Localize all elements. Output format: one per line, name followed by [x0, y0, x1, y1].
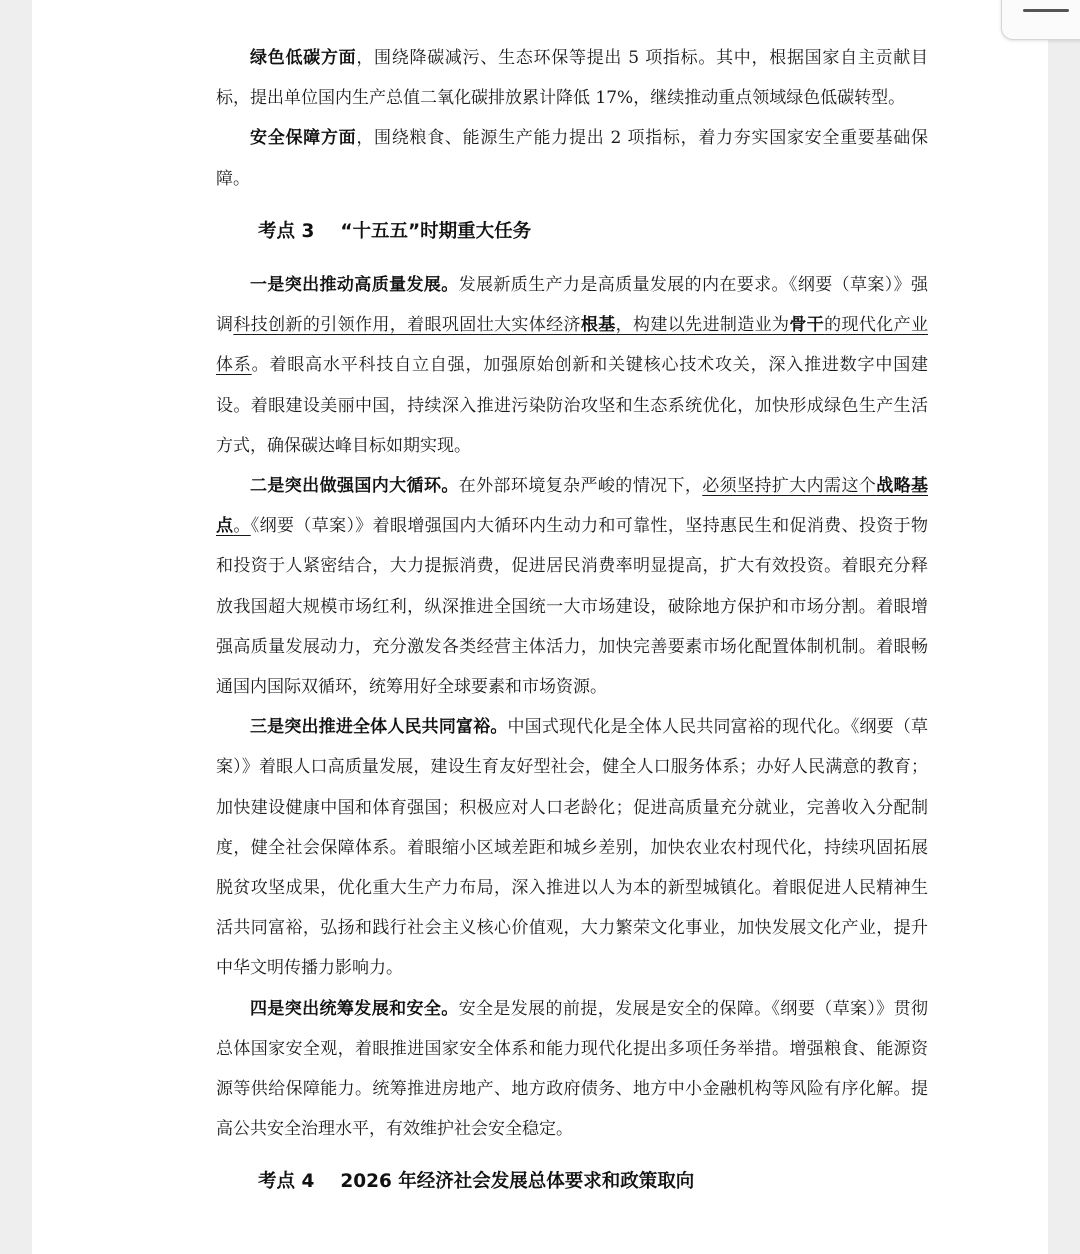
underlined-bold-text: 战略基点 — [216, 476, 929, 537]
section-heading-4 — [216, 1162, 928, 1202]
underlined-text: 。 — [233, 516, 251, 537]
underlined-bold-text: 骨干 — [789, 315, 825, 336]
menu-handle-icon — [1023, 9, 1069, 12]
paragraph-text: 中国式现代化是全体人民共同富裕的现代化。《纲要（草案）》着眼人口高质量发展，建设生育友好型社会，健全人口服务体系；办好人民满意的教育；加快建设健康中国和体育强国；积极应对人口老龄化；促进高质量充分就业，完善收入分配制度，健全社会保障体系。着眼缩小区域差距和城乡差别，加快农业农村现代化，持续巩固拓展脱贫攻坚成果，优化重大生产力布局，深入推进以人为本的新型城镇化。着眼促进人民精神生活共同富裕，弘扬和践行社会主义核心价值观，大力繁荣文化事业，加快发展文化产业，提升中华文明传播力影响力。 — [216, 717, 928, 979]
document-page — [32, 0, 1048, 1254]
paragraph-lead: 二是突出做强国内大循环。 — [250, 476, 459, 497]
underlined-text: 必须坚持扩大内需这个 — [702, 476, 877, 497]
paragraph-green-low-carbon — [216, 38, 928, 118]
document-body — [216, 38, 928, 1203]
paragraph-text: 发展新质生产力是高质量发展的内在要求。《纲要（草案）》强调 — [216, 275, 929, 336]
heading-title: 2026 年经济社会发展总体要求和政策取向 — [340, 1171, 695, 1193]
underlined-text: ，构建以先进制造业为 — [615, 315, 790, 336]
paragraph-lead: 绿色低碳方面 — [250, 48, 357, 68]
heading-label: 考点 3 — [258, 220, 315, 242]
underlined-bold-text: 根基 — [580, 315, 616, 336]
paragraph-task-1 — [216, 265, 928, 466]
paragraph-text: ，围绕粮食、能源生产能力提出 2 项指标，着力夯实国家安全重要基础保障。 — [216, 128, 929, 189]
heading-title: “十五五”时期重大任务 — [340, 220, 532, 242]
paragraph-task-4 — [216, 989, 928, 1150]
underlined-text: 的现代化产业体系 — [216, 315, 928, 376]
paragraph-security — [216, 118, 928, 198]
paragraph-text: 《纲要（草案）》着眼增强国内大循环内生动力和可靠性，坚持惠民生和促消费、投资于物和投资于人紧密结合，大力提振消费，促进居民消费率明显提高，扩大有效投资。着眼充分释放我国超大规模市场红利，纵深推进全国统一大市场建设，破除地方保护和市场分割。着眼增强高质量发展动力，充分激发各类经营主体活力，加快完善要素市场化配置体制机制。着眼畅通国内国际双循环，统筹用好全球要素和市场资源。 — [216, 516, 929, 698]
paragraph-text: 安全是发展的前提，发展是安全的保障。《纲要（草案）》贯彻总体国家安全观，着眼推进国家安全体系和能力现代化提出多项任务举措。增强粮食、能源资源等供给保障能力。统筹推进房地产、地方政府债务、地方中小金融机构等风险有序化解。提高公共安全治理水平，有效维护社会安全稳定。 — [216, 998, 929, 1140]
section-heading-3 — [216, 212, 928, 252]
paragraph-lead: 一是突出推动高质量发展。 — [250, 275, 459, 296]
paragraph-text: 。着眼高水平科技自立自强，加强原始创新和关键核心技术攻关，深入推进数字中国建设。着眼建设美丽中国，持续深入推进污染防治攻坚和生态系统优化，加快形成绿色生产生活方式，确保碳达峰目标如期实现。 — [216, 355, 929, 456]
underlined-text: 科技创新的引领作用，着眼巩固壮大实体经济 — [233, 315, 581, 336]
paragraph-lead: 三是突出推进全体人民共同富裕。 — [250, 717, 508, 738]
paragraph-task-3 — [216, 707, 928, 988]
paragraph-text: ，围绕降碳减污、生态环保等提出 5 项指标。其中，根据国家自主贡献目标，提出单位国内生产总值二氧化碳排放累计降低 17%，继续推动重点领域绿色低碳转型。 — [216, 48, 929, 109]
menu-button[interactable] — [1001, 0, 1080, 40]
paragraph-lead: 安全保障方面 — [250, 128, 357, 149]
paragraph-lead: 四是突出统筹发展和安全。 — [250, 998, 459, 1019]
paragraph-text: 在外部环境复杂严峻的情况下， — [458, 476, 703, 497]
paragraph-task-2 — [216, 466, 928, 707]
heading-label: 考点 4 — [258, 1171, 315, 1193]
